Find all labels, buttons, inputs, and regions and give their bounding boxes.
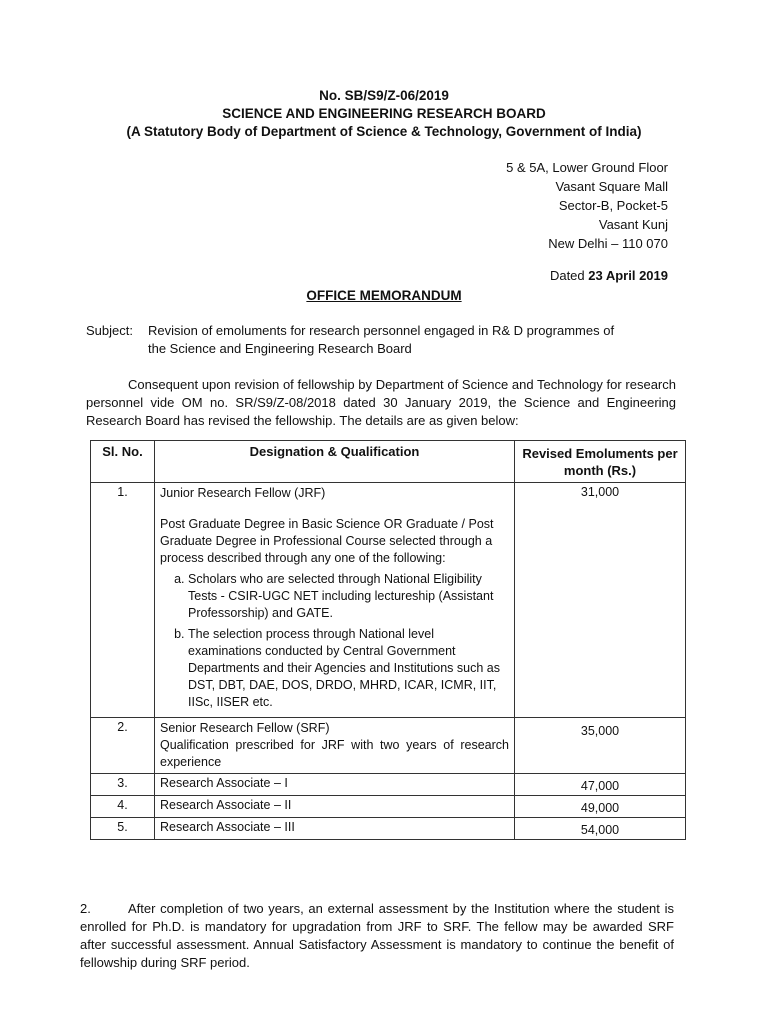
col-header-emoluments: Revised Emoluments per month (Rs.)	[515, 441, 686, 483]
cell-sl: 5.	[91, 818, 155, 840]
cell-sl: 1.	[91, 483, 155, 718]
paragraph-2-text: After completion of two years, an external assessment by the Institution where the student is enrolled for Ph.D. is mandatory for upgradation from JRF to SRF. The fellow may be awarded SRF after successful assessment. Annual Satisfactory Assessment is mandatory to continue the benefit of fellowship during SRF period.	[80, 901, 674, 970]
designation-title: Junior Research Fellow (JRF)	[160, 486, 326, 500]
table-header-row	[91, 441, 686, 483]
cell-amount: 31,000	[515, 483, 686, 718]
address-line: Sector-B, Pocket-5	[558, 198, 668, 213]
cell-amount: 49,000	[515, 796, 686, 818]
selection-list	[160, 571, 509, 711]
designation-title: Senior Research Fellow (SRF)	[160, 721, 330, 735]
cell-amount: 54,000	[515, 818, 686, 840]
qualification-text: Qualification prescribed for JRF with two years of research experience	[160, 738, 509, 769]
cell-designation	[155, 483, 515, 718]
subject-line-2: the Science and Engineering Research Board	[148, 341, 412, 356]
list-item: b. The selection process through National level examinations conducted by Central Government Departments and their Agencies and Institutions such as DST, DBT, DAE, DOS, DRDO, MHRD, ICAR, ICMR, IIT, IISc, IISER etc.	[188, 626, 509, 711]
address-line: 5 & 5A, Lower Ground Floor	[506, 160, 668, 175]
address-line: Vasant Kunj	[598, 217, 668, 232]
emoluments-table	[90, 440, 686, 840]
table-row	[91, 774, 686, 796]
cell-sl: 3.	[91, 774, 155, 796]
table-row	[91, 483, 686, 718]
cell-amount: 35,000	[515, 718, 686, 774]
table-row	[91, 718, 686, 774]
table-row	[91, 796, 686, 818]
date-value: 23 April 2019	[588, 268, 668, 283]
address-line: New Delhi – 110 070	[548, 236, 668, 251]
col-header-designation: Designation & Qualification	[155, 441, 515, 483]
cell-designation: Research Associate – II	[155, 796, 515, 818]
date-prefix: Dated	[549, 268, 589, 283]
cell-sl: 2.	[91, 718, 155, 774]
qualification-text: Post Graduate Degree in Basic Science OR Graduate / Post Graduate Degree in Professional Course selected through a process described through any one of the following:	[160, 517, 494, 565]
subject-label: Subject:	[86, 323, 133, 338]
org-subtitle: (A Statutory Body of Department of Science & Technology, Government of India)	[126, 124, 642, 139]
cell-amount: 47,000	[515, 774, 686, 796]
memo-number: No. SB/S9/Z-06/2019	[319, 88, 449, 103]
org-name: SCIENCE AND ENGINEERING RESEARCH BOARD	[222, 106, 546, 121]
intro-paragraph: Consequent upon revision of fellowship by Department of Science and Technology for research personnel vide OM no. SR/S9/Z-08/2018 dated 30 January 2019, the Science and Engineering Research Board has revised the fellowship. The details are as given below:	[86, 377, 676, 428]
list-item: a. Scholars who are selected through National Eligibility Tests - CSIR-UGC NET including lectureship (Assistant Professorship) and GATE.	[188, 571, 509, 622]
col-header-sl: Sl. No.	[91, 441, 155, 483]
date-line	[550, 268, 668, 283]
subject-block	[86, 322, 686, 358]
cell-designation: Research Associate – III	[155, 818, 515, 840]
cell-designation: Research Associate – I	[155, 774, 515, 796]
table-row	[91, 818, 686, 840]
address-line: Vasant Square Mall	[555, 179, 668, 194]
paragraph-2	[80, 900, 674, 972]
cell-sl: 4.	[91, 796, 155, 818]
subject-line-1: Revision of emoluments for research personnel engaged in R& D programmes of	[148, 323, 615, 338]
address-block	[506, 158, 668, 253]
paragraph-number: 2.	[80, 901, 91, 916]
cell-designation	[155, 718, 515, 774]
memo-title: OFFICE MEMORANDUM	[306, 288, 462, 303]
